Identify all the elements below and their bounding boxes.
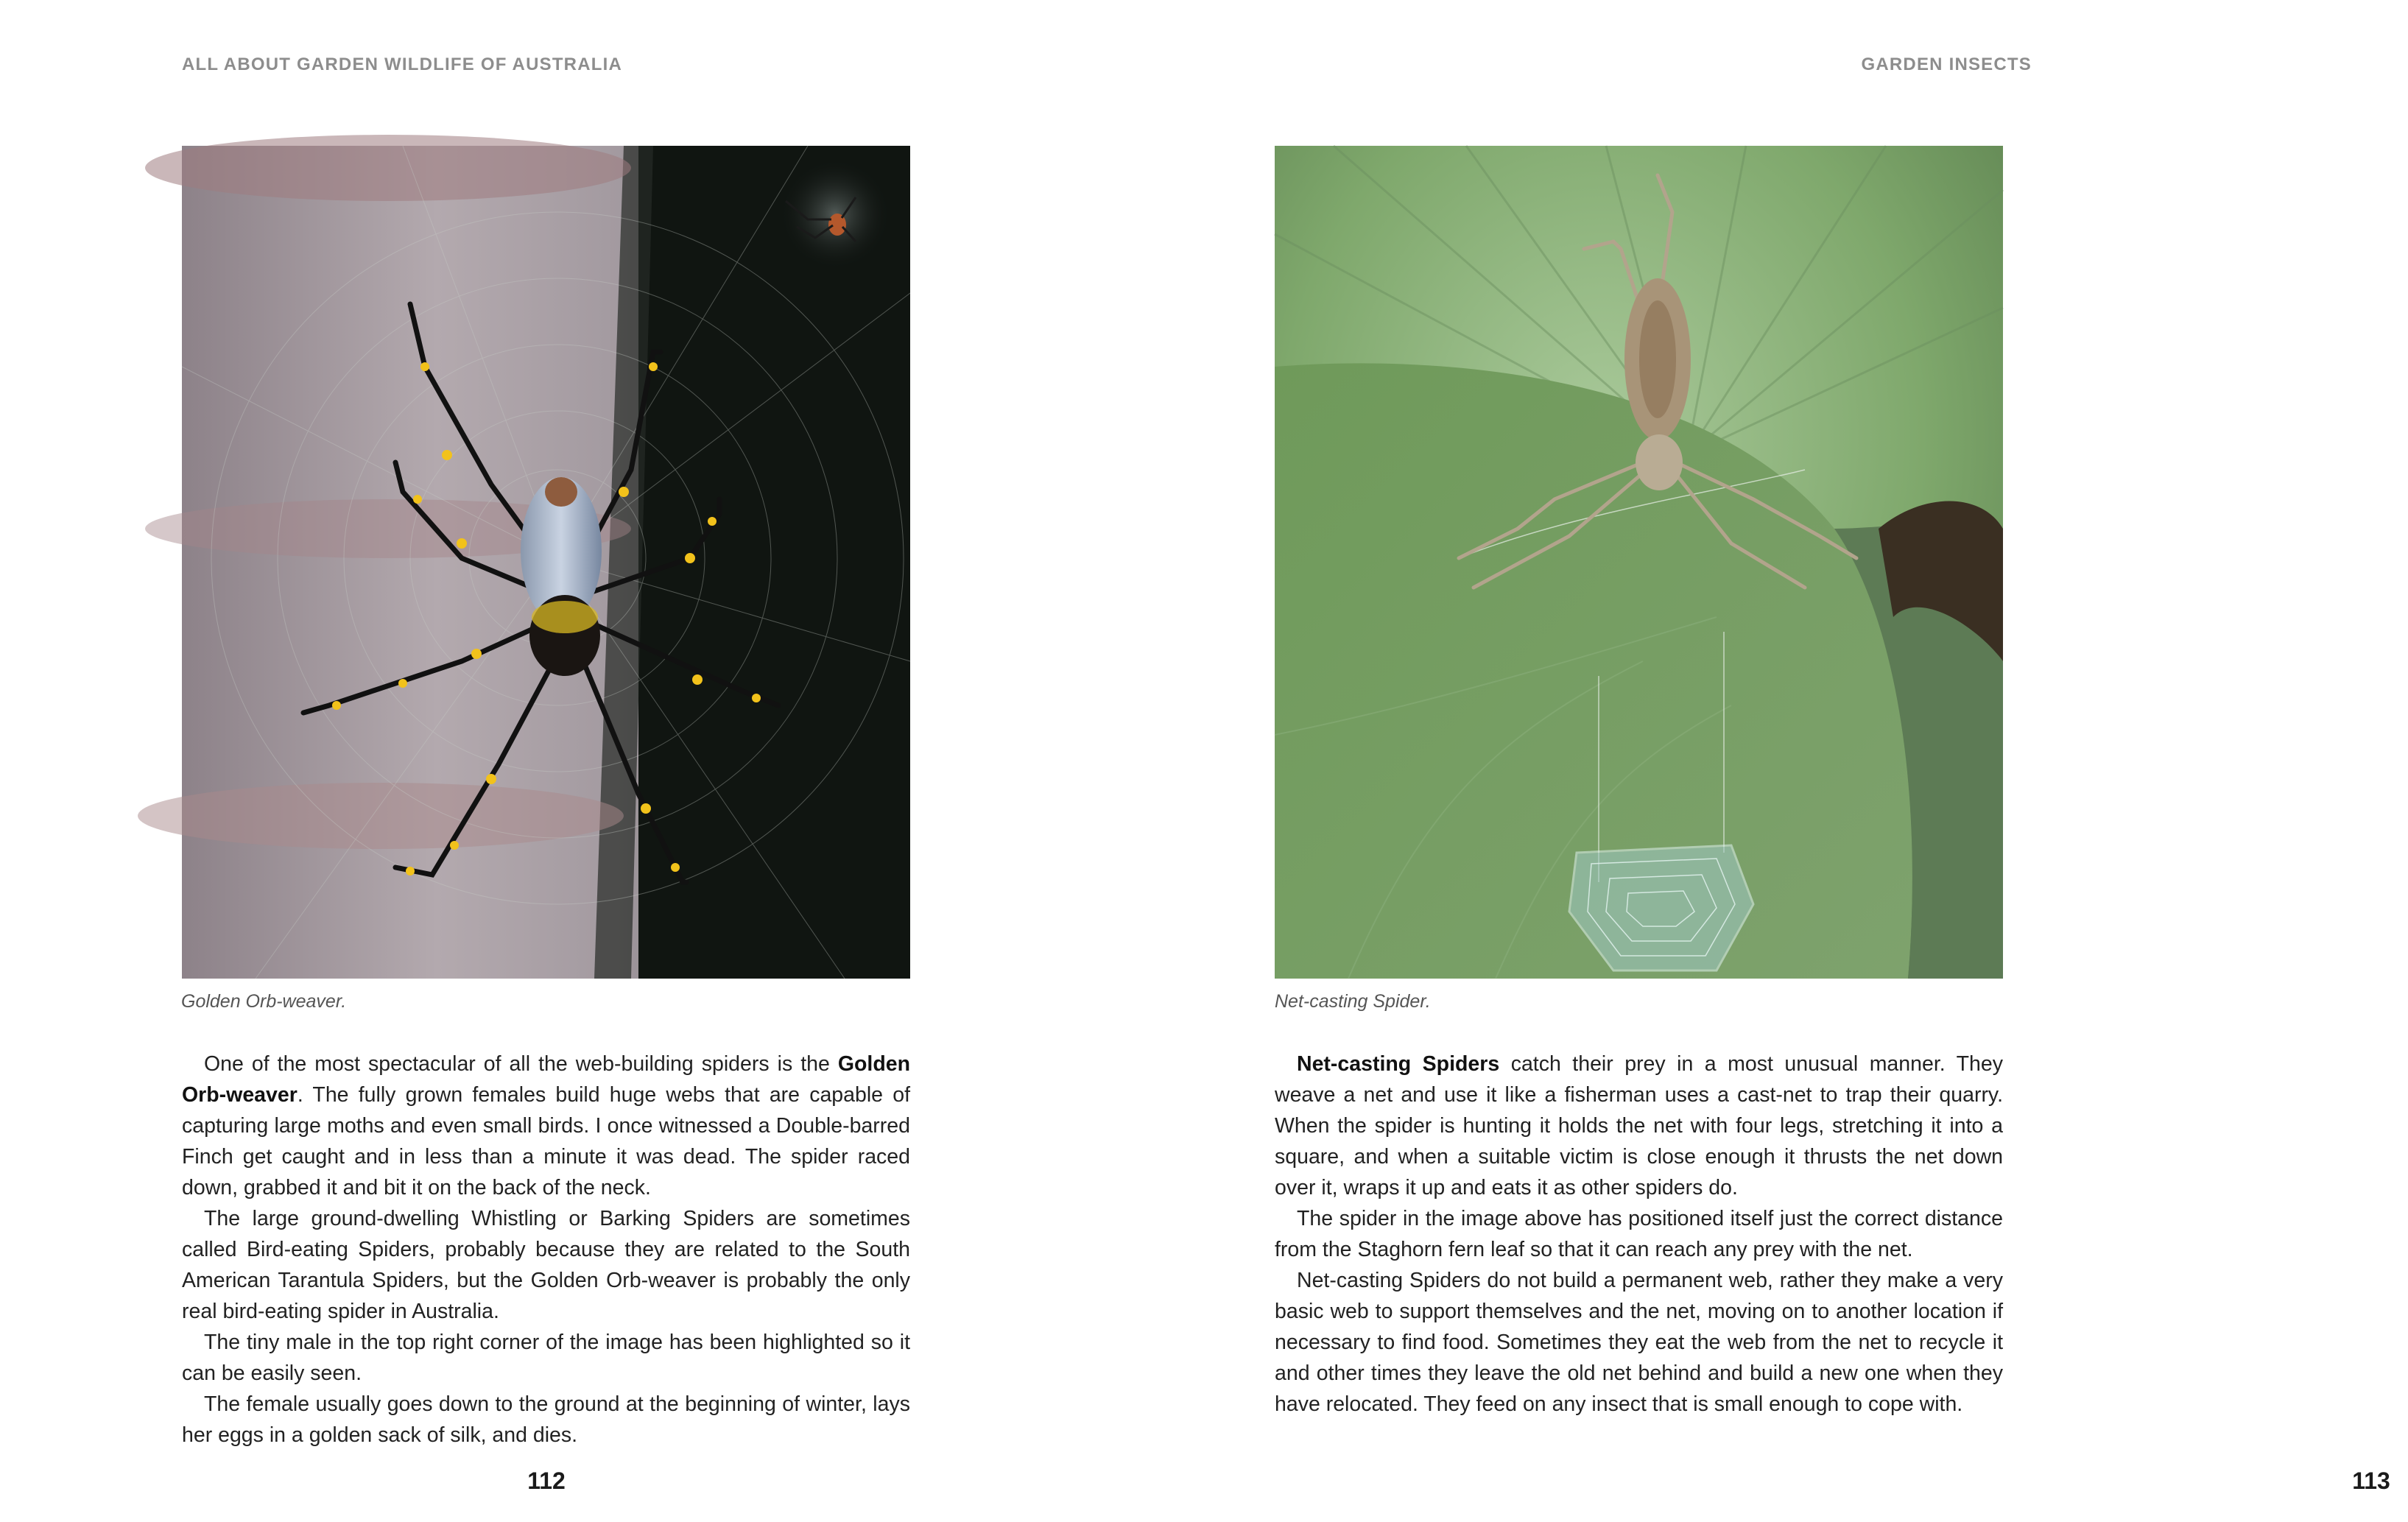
photo-caption: Net-casting Spider. (1275, 991, 1431, 1012)
net-casting-spider-photo (1275, 146, 2003, 979)
paragraph-text: catch their prey in a most unusual manner. They weave a net and use it like a fisherman uses a cast-net to trap their quarry. When the spider is hunting it holds the net with four legs, stretching it into a square, and when a suitable victim is close enough it thrusts the net down over it, wraps it up and eats it as other spiders do. (1275, 1052, 2003, 1199)
species-name: Golden Orb-weaver (182, 1052, 910, 1107)
page-number: 112 (527, 1468, 566, 1494)
running-head: GARDEN INSECTS (1861, 54, 2032, 74)
body-text (182, 1049, 910, 1451)
paragraph: The female usually goes down to the ground at the beginning of winter, lays her eggs in a golden sack of silk, and dies. (182, 1392, 910, 1447)
paragraph (1275, 1049, 2003, 1203)
paragraph (182, 1049, 910, 1203)
paragraph-text: One of the most spectacular of all the web-building spiders is the (204, 1052, 838, 1076)
paragraph: The large ground-dwelling Whistling or Barking Spiders are sometimes called Bird-eating Spiders, probably because they are related to the South American Tarantula Spiders, but the Golden Orb-weaver is probably the only real bird-eating spider in Australia. (182, 1207, 910, 1323)
species-name: Net-casting Spiders (1297, 1052, 1500, 1076)
photo-caption: Golden Orb-weaver. (181, 991, 347, 1012)
body-text (1275, 1049, 2003, 1420)
right-page (1088, 0, 2390, 1522)
golden-orb-weaver-photo (182, 146, 910, 979)
paragraph-text: . The fully grown females build huge webs that are capable of capturing large moths and even small birds. I once witnessed a Double-barred Finch get caught and in less than a minute it was dead. The spider raced down, grabbed it and bit it on the back of the neck. (182, 1083, 910, 1199)
page-number: 113 (2352, 1468, 2390, 1494)
running-head: ALL ABOUT GARDEN WILDLIFE OF AUSTRALIA (182, 54, 622, 74)
paragraph: The tiny male in the top right corner of the image has been highlighted so it can be easily seen. (182, 1331, 910, 1385)
paragraph: Net-casting Spiders do not build a permanent web, rather they make a very basic web to support themselves and the net, moving on to another location if necessary to find food. Sometimes they eat the web from the net to recycle it and other times they leave the old net behind and build a new one when they have relocated. They feed on any insect that is small enough to cope with. (1275, 1269, 2003, 1416)
left-page (0, 0, 1087, 1522)
paragraph: The spider in the image above has positioned itself just the correct distance from the Staghorn fern leaf so that it can reach any prey with the net. (1275, 1207, 2003, 1261)
